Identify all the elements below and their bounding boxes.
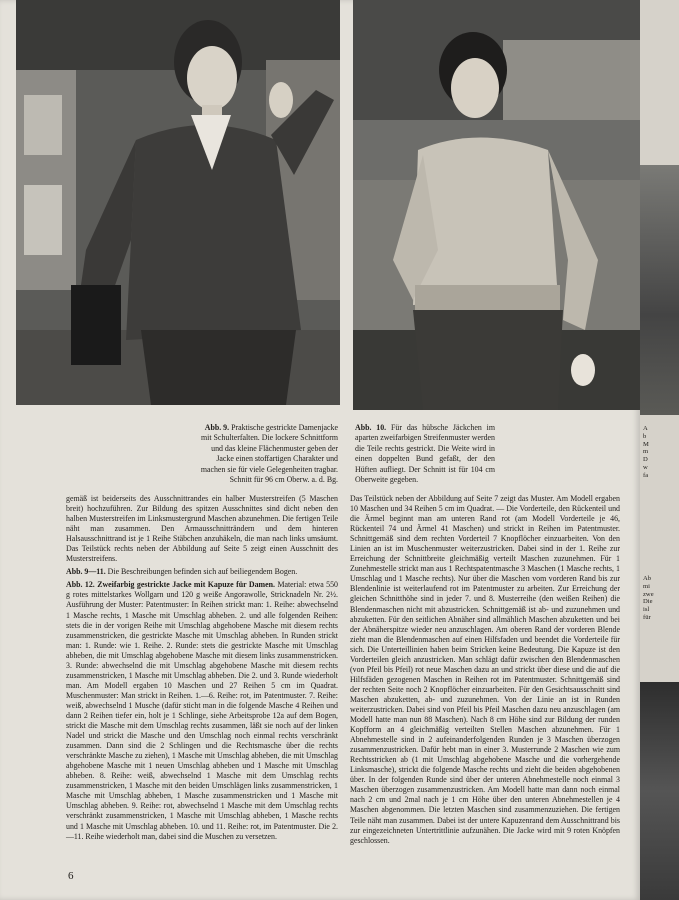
paragraph-left-3 xyxy=(66,580,338,841)
page-number: 6 xyxy=(68,870,74,882)
paragraph-left-3-label: Abb. 12. Zweifarbig gestrickte Jacke mit Kapuze für Damen. xyxy=(66,580,275,590)
paragraph-left-1: gemäß ist beiderseits des Ausschnittrandes ein halber Musterstreifen (5 Maschen breit) hochzuführen. Zur Bildung des spitzen Ausschnittes sind dicht neben den halben Musterstreifen im Linksmustergrund Maschen abzunehmen. Die fertigen Teile näht man zusammen. Den Armausschnitträndern und dem hinteren Halsausschnittrand ist je 1 Reihe Stäbchen anzuhäkeln, die man nach links umsäumt. Das Teilstück rechts neben der Abbildung auf Seite 5 zeigt einen Ausschnitt des Musterstreifens. xyxy=(66,494,338,564)
paragraph-left-2 xyxy=(66,567,338,577)
caption-fig-10-text: Für das hübsche Jäckchen im aparten zweifarbigen Streifenmuster werden die Teile rechts gestrickt. Die Weite wird in einen doppelten Bund gefaßt, der den Hüften aufliegt. Der Schnitt ist für 104 cm Oberweite gegeben. xyxy=(355,423,495,485)
paragraph-left-2-label: Abb. 9—11. xyxy=(66,567,106,577)
paragraph-left-3-text: Material: etwa 550 g rotes mittelstarkes Wollgarn und 120 g weiße Angorawolle, Stricknadeln Nr. 2½. Ausführung der Muster: Patentmuster: In Reihen strickt man: 1. Reihe: abwechselnd 1 Masche rechts, 1 Masche mit Umschlag abheben. 2. und alle folgenden Reihen: stets die in der vorigen Reihe mit Umschlag abgehobene Masche mit diesem rechts zusammenstricken, die gestrickte Masche mit Umschlag abheben. In Runden strickt man: 1. Runde: wie 1. Reihe. 2. Runde: stets die gestrickte Masche mit Umschlag abheben, die mit Umschlag abgehobene Masche mit diesem links zusammenstricken. 3. Runde: abwechselnd die mit Umschlag abgehobene Masche mit diesem rechts zusammenstricken, 1 Masche mit Umschlag abheben. Die 2. und 3. Runde wiederholt man. Am Modell ergaben 10 Maschen und 27 Reihen 5 cm im Quadrat. Muschenmuster: Man strickt in Reihen. 1.—6. Reihe: rot, im Patentmuster. 7. Reihe: weiß, abwechselnd 1 Musche (dafür sticht man in die folgende Masche 4 Reihen und dann 2 Reihen tiefer ein, holt je 1 Schlinge, siehe Arbeitsprobe 12a auf dem Bogen, strickt die Masche mit dem Umschlag rechts zusammen, läßt sie noch auf der linken Nadel und strickt die Masche und den Umschlag noch einmal rechts verschränkt zusammen. Dann sind die 2 Schlingen und die Rechtsmasche über die rechts verschränkte Masche zu ziehen), 1 Masche mit Umschlag abheben, die mit Umschlag abgehobene Masche mit 1 neuen Umschlag abheben und 1 Masche mit Umschlag abheben. 8. Reihe: weiß, abwechselnd 1 Masche mit dem Umschlag rechts zusammenstricken, 1 Masche mit den beiden Umschlägen links zusammenstricken, 1 Masche mit Umschlag abheben, 1 Masche zusammenstricken und 1 Masche mit Umschlag abheben. 9. Reihe: rot, abwechselnd 1 Masche mit dem Umschlag rechts verschränkt zusammenstricken, 1 Masche mit Umschlag abheben, 1 Masche rechts und 1 Masche mit Umschlag abheben. 10. und 11. Reihe: rot, im Patentmuster. Die 2.—11. Reihe wiederholt man, dabei sind die Muschen zu versetzen. xyxy=(66,580,338,841)
adjacent-page-text-2: Ab mi zwe Die isl für xyxy=(643,575,654,621)
caption-fig-10 xyxy=(355,423,495,485)
adjacent-page-photo-bottom xyxy=(640,682,679,900)
caption-fig-9-text: Praktische gestrickte Damenjacke mit Schulterfalten. Die lockere Schnittform und das kleine Flächenmuster geben der Jacke einen stoffartigen Charakter und machen sie für viele Gelegenheiten tragbar. Schnitt für 96 cm Oberw. a. d. Bg. xyxy=(200,423,338,485)
photo-left-image xyxy=(16,0,340,405)
caption-fig-10-label: Abb. 10. xyxy=(355,423,387,432)
adjacent-page-edge xyxy=(640,0,679,900)
text-column-right xyxy=(350,494,620,849)
paragraph-right-1: Das Teilstück neben der Abbildung auf Seite 7 zeigt das Muster. Am Modell ergaben 10 Maschen und 34 Reihen 5 cm im Quadrat. — Die Vorderteile, den Rückenteil und die Ärmel beginnt man am unteren Rand rot (am Modell Vorderteile je 46, Rückenteil 74 und Ärmel 41 Maschen) und strickt in Reihen im Patentmuster. Schnittgemäß sind dem rechten Vorderteil 7 Knopflöcher einzuarbeiten. Von den Linien an ist im Muschenmuster weiterzustricken. Dabei sind in der 1. Reihe zur Erreichung der Schnittbreite gleichmäßig verteilt Maschen zuzunehmen. Für 1 Zunehmestelle strickt man aus 1 Rechtspatentmasche 3 Maschen (1 Masche rechts, 1 Umschlag und 1 Masche rechts). Nur über die Maschen vom vorderen Rand bis zur Blendenlinie ist weiterlaufend rot im Patentmuster zu arbeiten. Zur Erreichung der gleichen Schnitthöhe sind in jeder 7. und 8. Musterreihe (den weißen Reihen) die Blendenmaschen nicht mit abzustricken. Schnittgemäß ist ab- und zuzunehmen und abzuketten. Für den seitlichen Abnäher sind allmählich Maschen abzuketten und bei der Abnäherspitze wieder neu anzuschlagen. Am oberen Rand der vorderen Blende zieht man die Blendenmaschen auf einen Hilfsfaden und beendet die Vorderteile für sich. Die Unterteillinien haben beim Stricken keine Bedeutung. Die Kapuze ist den Vorderteilen gleich anzustricken. Man schlägt dafür zwischen den Blendenmaschen (von Pfeil bis Pfeil) rot neue Maschen dazu an und strickt über diese und die auf die Hilfsfäden gezogenen Maschen in Reihen rot im Patentmuster. Schnittgemäß sind der rechten Seite noch 2 Knopflöcher einzuarbeiten. Für den Gesichtsausschnitt sind Maschen abzuketten, ab- und zuzunehmen. Von der Linie an ist in Runden weiterzustricken. Dabei sind von Pfeil bis Pfeil Maschen dazu neu anzuschlagen (am Modell hatte man nun 88 Maschen). Nach 8 cm Höhe sind zur Bildung der runden Kopfform an 4 gleichmäßig verteilten Stellen Maschen abzunehmen. Für 1 Abnehmestelle sind in 2 aufeinanderfolgenden Runden je 3 Maschen überzogen zusammenzustricken. Dafür hebt man in einer 3. Musterrunde 2 Maschen wie zum Rechtsstricken ab (1 mit Umschlag abgehobene Masche und die vorhergehende Linksmasche), strickt die folgende Masche rechts und zieht die beiden abgehobenen über. In der folgenden Runde sind über der unteren Abnehmestelle noch einmal 3 Maschen überzogen zusammenzustricken. Am Modell hatte man dann noch einmal nach 2 cm und 2mal nach je 1 cm Höhe über den unteren Abnehmestellen je 4 Maschen abgenommen. Die letzten Maschen sind zusammenzuziehen. Die fertigen Teile näht man zusammen. Dabei ist der untere Kapuzenrand dem Ausschnittrand bis zur eingezeichneten Untertrittlinie aufzunähen. Die Jacke wird mit 9 roten Knöpfen geschlossen. xyxy=(350,494,620,845)
adjacent-page-photo-top xyxy=(640,165,679,415)
caption-fig-9-label: Abb. 9. xyxy=(204,423,230,432)
caption-fig-9 xyxy=(200,423,338,485)
photo-right-image xyxy=(353,0,640,410)
photo-woman-in-textured-jacket xyxy=(16,0,340,405)
photo-woman-in-striped-cardigan xyxy=(353,0,640,410)
paragraph-left-2-text: Die Beschreibungen befinden sich auf beiliegendem Bogen. xyxy=(107,567,298,577)
adjacent-page-text-1: A b M m D w fa xyxy=(643,425,649,479)
text-column-left xyxy=(66,494,338,845)
